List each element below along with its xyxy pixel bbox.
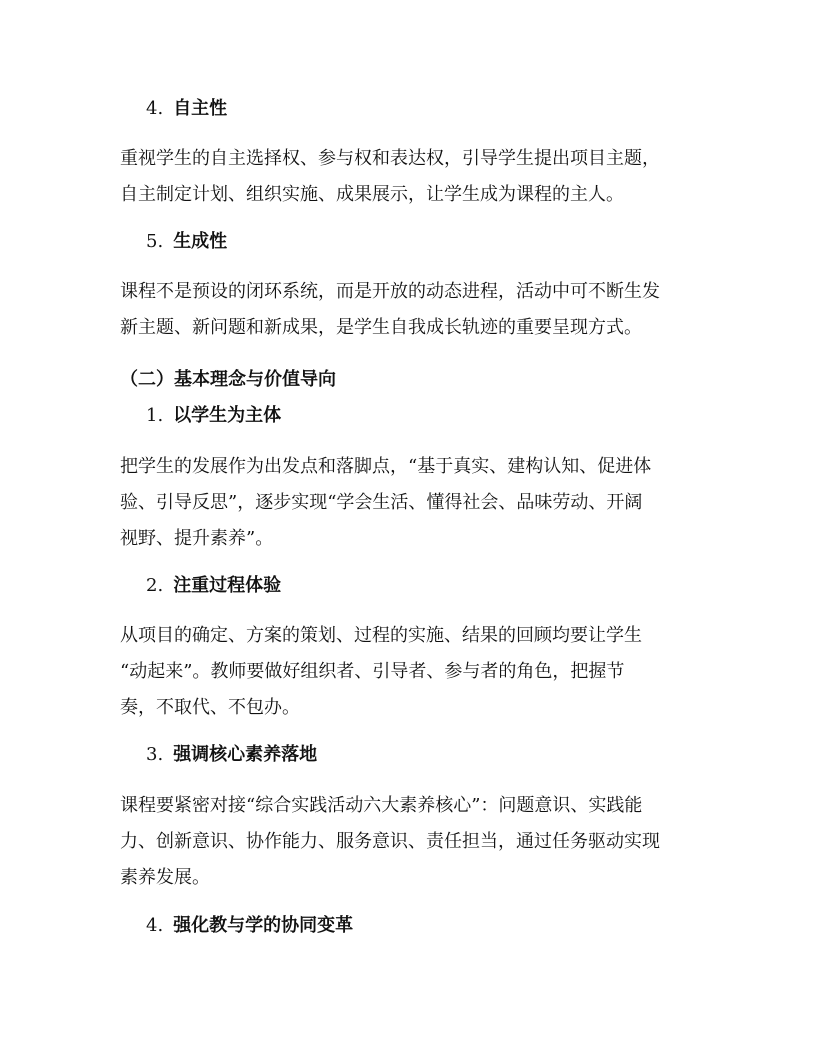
paragraph-line: 奏，不取代、不包办。 (120, 697, 300, 718)
item-title: 注重过程体验 (173, 575, 282, 596)
item-heading-generativity (146, 230, 227, 254)
item-paragraph-process-experience (120, 618, 700, 726)
item-number: 5. (146, 231, 164, 252)
item-number: 4. (146, 98, 164, 119)
item-heading-core-literacy (146, 743, 317, 767)
item-title: 强化教与学的协同变革 (173, 915, 354, 936)
paragraph-line: 视野、提升素养”。 (120, 528, 274, 549)
paragraph-line: 课程要紧密对接“综合实践活动六大素养核心”：问题意识、实践能 (120, 795, 643, 816)
item-number: 4. (146, 915, 164, 936)
paragraph-line: 素养发展。 (120, 867, 210, 888)
item-paragraph-autonomy (120, 141, 700, 213)
paragraph-line: 自主制定计划、组织实施、成果展示，让学生成为课程的主人。 (120, 184, 624, 205)
item-paragraph-student-centered (120, 449, 700, 557)
item-title: 强调核心素养落地 (173, 744, 318, 765)
item-paragraph-generativity (120, 274, 700, 346)
paragraph-line: 把学生的发展作为出发点和落脚点，“基于真实、建构认知、促进体 (120, 456, 652, 477)
paragraph-line: 从项目的确定、方案的策划、过程的实施、结果的回顾均要让学生 (120, 625, 642, 646)
item-title: 自主性 (173, 98, 228, 119)
section-heading: （二）基本理念与价值导向 (120, 369, 336, 390)
item-heading-autonomy (146, 97, 227, 121)
item-number: 3. (146, 744, 164, 765)
item-number: 1. (146, 405, 164, 426)
paragraph-line: 课程不是预设的闭环系统，而是开放的动态进程，活动中可不断生发 (120, 281, 660, 302)
paragraph-line: 验、引导反思”，逐步实现“学会生活、懂得社会、品味劳动、开阔 (120, 492, 643, 513)
paragraph-line: 力、创新意识、协作能力、服务意识、责任担当，通过任务驱动实现 (120, 831, 660, 852)
item-title: 以学生为主体 (173, 405, 282, 426)
item-number: 2. (146, 575, 164, 596)
item-heading-process-experience (146, 574, 281, 598)
item-paragraph-core-literacy (120, 788, 700, 896)
paragraph-line: 新主题、新问题和新成果，是学生自我成长轨迹的重要呈现方式。 (120, 317, 642, 338)
item-heading-teaching-learning (146, 914, 353, 938)
item-heading-student-centered (146, 404, 281, 428)
paragraph-line: 重视学生的自主选择权、参与权和表达权，引导学生提出项目主题， (120, 148, 660, 169)
paragraph-line: “动起来”。教师要做好组织者、引导者、参与者的角色，把握节 (120, 661, 625, 682)
item-title: 生成性 (173, 231, 228, 252)
